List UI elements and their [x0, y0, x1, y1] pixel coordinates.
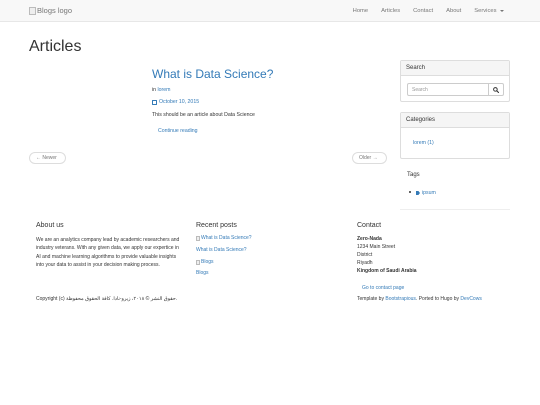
footer-recent-title: Recent posts — [196, 222, 237, 229]
footer-about-text: We are an analytics company lead by academic researchers and industry veterans. With any given data, we apply our expertice in AI and machine learning algorithms to provide valuable insights into your data to assist in your decision making process. — [36, 237, 180, 269]
template-credits — [357, 296, 482, 302]
post-category-link[interactable]: lorem — [157, 87, 171, 93]
nav-about[interactable]: About — [446, 8, 462, 14]
pager-newer-button[interactable]: ← Newer — [29, 152, 66, 164]
sidebar-divider — [400, 209, 510, 210]
broken-image-icon — [29, 7, 36, 15]
bootstrapious-link[interactable]: Bootstrapious — [385, 296, 416, 302]
tag-item[interactable] — [416, 190, 436, 196]
tag-item-label: ipsum — [422, 190, 436, 196]
calendar-icon — [152, 100, 157, 105]
nav-services-dropdown[interactable] — [468, 0, 510, 22]
page-title: Articles — [29, 38, 82, 55]
main-nav — [346, 0, 510, 22]
recent-post-image-link[interactable] — [196, 235, 252, 241]
recent-post-link[interactable]: What is Data Science? — [196, 247, 247, 253]
devcows-link[interactable]: DevCows — [460, 296, 482, 302]
recent-post-image-alt: Blogs — [201, 259, 214, 265]
copyright-text: Copyright (c) حقوق النشر © ٢٠١٨، زيرو-نادا. كافة الحقوق محفوظة. — [36, 296, 178, 302]
post-summary: This should be an article about Data Science — [152, 112, 255, 118]
continue-reading-link[interactable]: Continue reading — [158, 128, 198, 134]
contact-district: District — [357, 252, 373, 258]
go-to-contact-link[interactable]: Go to contact page — [362, 285, 405, 291]
tag-icon — [416, 191, 420, 195]
post-date-text: October 10, 2015 — [159, 99, 200, 105]
post-category-line — [152, 87, 170, 93]
categories-panel-title: Categories — [401, 113, 509, 128]
recent-post-image-link[interactable] — [196, 259, 214, 265]
post-date — [152, 99, 199, 105]
brand-logo-alt: Blogs logo — [37, 6, 73, 15]
pager-older-button[interactable]: Older → — [352, 152, 387, 164]
caret-down-icon — [500, 10, 504, 12]
contact-company: Zero-Nada — [357, 236, 382, 242]
credits-mid: . Ported to Hugo by — [415, 296, 461, 302]
footer-about-title: About us — [36, 222, 64, 229]
contact-city: Riyadh — [357, 260, 373, 266]
category-item[interactable]: lorem (1) — [413, 140, 434, 146]
search-button[interactable] — [489, 83, 504, 96]
search-panel — [400, 60, 510, 102]
search-input[interactable] — [407, 83, 489, 96]
broken-image-icon — [196, 260, 200, 265]
search-form — [407, 83, 504, 96]
nav-contact[interactable]: Contact — [413, 8, 434, 14]
contact-street: 1234 Main Street — [357, 244, 396, 250]
post-in-prefix: in — [152, 87, 158, 93]
nav-home[interactable]: Home — [352, 8, 369, 14]
search-icon — [493, 87, 499, 93]
broken-image-icon — [196, 236, 200, 241]
nav-articles[interactable]: Articles — [381, 8, 401, 14]
categories-panel — [400, 112, 510, 159]
post-title-link[interactable]: What is Data Science? — [152, 67, 274, 81]
tags-title: Tags — [407, 172, 420, 178]
credits-prefix: Template by — [357, 296, 386, 302]
list-bullet — [409, 191, 411, 193]
footer-contact-title: Contact — [357, 222, 382, 229]
contact-country: Kingdom of Saudi Arabia — [357, 268, 417, 274]
nav-services-label: Services — [474, 8, 497, 14]
search-panel-title: Search — [401, 61, 509, 76]
recent-post-image-alt: What is Data Science? — [201, 235, 252, 241]
top-navbar — [0, 0, 540, 22]
recent-post-link[interactable]: Blogs — [196, 270, 209, 276]
brand-logo-link[interactable] — [29, 6, 72, 15]
